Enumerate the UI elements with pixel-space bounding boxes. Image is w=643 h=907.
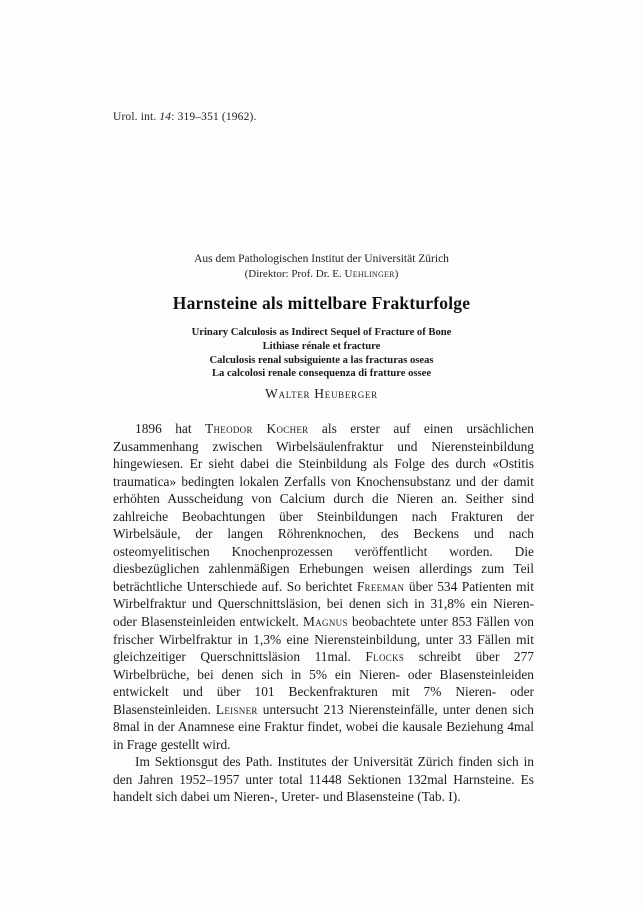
citation-volume: 14 — [159, 111, 172, 123]
director-name: Uehlinger — [344, 268, 395, 280]
subtitle-block — [0, 326, 643, 381]
journal-citation — [113, 111, 257, 123]
director-suffix: ) — [394, 268, 399, 280]
p1-seg-a: 1896 hat — [135, 421, 205, 436]
cited-author-freeman: Freeman — [356, 578, 405, 594]
p1-seg-d: beobachtete unter 853 Fällen von frischer Wirbelfraktur in 1,3% eine Nierensteinbildung, unter 33 Fällen mit gleichzeitiger Querschnittsläsion 11mal. — [113, 614, 534, 665]
affiliation-block — [0, 252, 643, 282]
cited-author-kocher: Theodor Kocher — [205, 421, 309, 436]
affiliation-director — [0, 267, 643, 282]
director-prefix: (Direktor: Prof. Dr. E. — [244, 268, 345, 280]
affiliation-institute: Aus dem Pathologischen Institut der Universität Zürich — [194, 253, 449, 265]
cited-author-magnus: Magnus — [303, 614, 348, 630]
citation-journal: Urol. int. — [113, 111, 157, 123]
page-title: Harnsteine als mittelbare Frakturfolge — [172, 293, 471, 313]
subtitle-spanish: Calculosis renal subsiguiente a las fracturas oseas — [209, 354, 434, 366]
p1-seg-e: schreibt über 277 Wirbelbrüche, bei denen sich in 5% ein Nieren- oder Blasensteinleiden entwickelt und über 101 Beckenfrakturen mit 7% Nieren- oder Blasensteinleiden. — [113, 649, 535, 717]
author-name: Walter Heuberger — [265, 386, 378, 401]
body-paragraph-2: Im Sektionsgut des Path. Institutes der Universität Zürich finden sich in den Jahren 1952–1957 unter total 11448 Sektionen 132mal Harnsteine. Es handelt sich dabei um Nieren-, Ureter- und Blasensteine (Tab. I). — [113, 754, 534, 805]
subtitle-italian: La calcolosi renale consequenza di fratture ossee — [211, 368, 432, 380]
citation-pages: : 319–351 — [171, 111, 219, 123]
p1-seg-c: über 534 Patienten mit Wirbelfraktur und Querschnittsläsion, bei denen sich in 31,8% ein Nieren- oder Blasensteinleiden entwickelt. — [113, 578, 534, 630]
subtitle-french: Lithiase rénale et fracture — [262, 340, 381, 352]
article-body — [113, 420, 534, 806]
cited-author-leisner: Leisner — [215, 701, 258, 717]
cited-author-flocks: Flocks — [365, 649, 405, 665]
p1-seg-b: als erster auf einen ursächlichen Zusammenhang zwischen Wirbelsäulenfraktur und Nierensteinbildung hingewiesen. Er sieht dabei die Steinbildung als Folge des durch «Ostitis traumatica» bedingten lokalen Zerfalls von Knochensubstanz und der damit erhöhten Ausscheidung von Calcium durch die Nieren an. Seither sind zahlreiche Beobachtungen über Steinbildungen nach Frakturen der Wirbelsäule, der langen Röhrenknochen, des Beckens und nach osteomyelitischen Knochenprozessen veröffentlicht worden. Die diesbezüglichen zahlenmäßigen Erhebungen weisen allerdings zum Teil beträchtliche Unterschiede auf. So berichtet — [113, 421, 534, 594]
citation-year: (1962). — [221, 111, 257, 123]
p1-seg-f: untersucht 213 Nierensteinfälle, unter denen sich 8mal in der Anamnese eine Fraktur findet, wobei die kausale Beziehung 4mal in Frage gestellt wird. — [113, 701, 534, 752]
body-paragraph-1 — [113, 420, 534, 753]
subtitle-english: Urinary Calculosis as Indirect Sequel of Fracture of Bone — [191, 327, 452, 338]
